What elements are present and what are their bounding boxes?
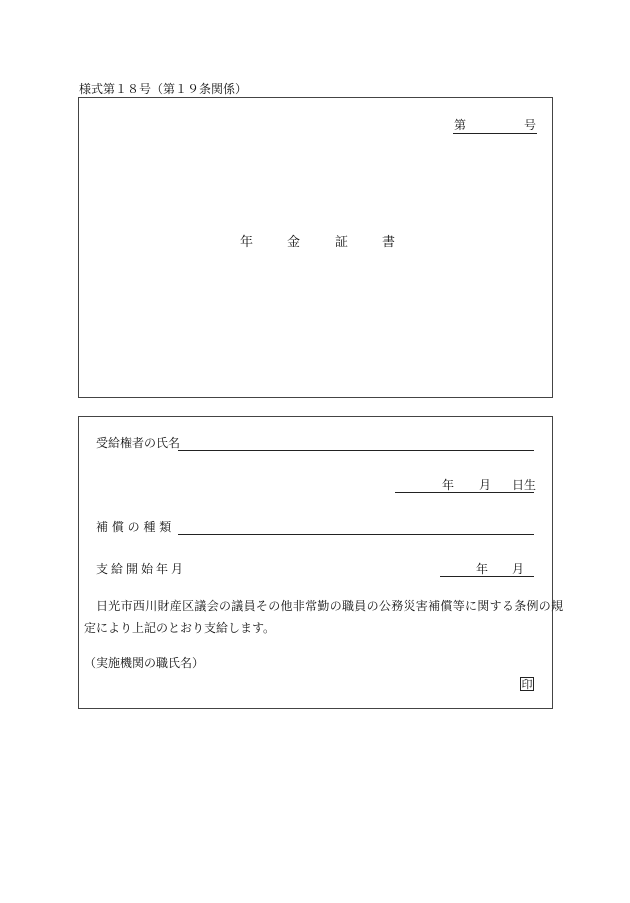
payment-start-line [440, 576, 534, 577]
title-char-2: 金 [287, 235, 301, 250]
payment-start-label: 支給開始年月 [96, 562, 187, 576]
compensation-type-label: 補 償 の 種 類 [96, 520, 172, 534]
title-char-3: 証 [335, 235, 349, 250]
recipient-line [178, 450, 534, 451]
payment-month-label: 月 [512, 562, 525, 576]
birth-month-label: 月 [479, 478, 492, 492]
certificate-number-suffix: 号 [524, 118, 537, 132]
certificate-number-prefix: 第 [454, 118, 467, 132]
certificate-number-line [453, 133, 537, 134]
birth-date-line [395, 492, 534, 493]
birth-year-label: 年 [442, 478, 455, 492]
seal-mark: 印 [521, 678, 533, 691]
form-label: 様式第１８号（第１９条関係） [79, 82, 248, 96]
details-box [78, 416, 564, 709]
title-char-1: 年 [240, 235, 254, 250]
statement-line-2: 定により上記のとおり支給します。 [84, 621, 276, 635]
agency-label: （実施機関の職氏名） [84, 656, 205, 670]
payment-year-label: 年 [476, 562, 489, 576]
birth-day-label: 日生 [512, 478, 537, 492]
statement-line-1: 日光市西川財産区議会の議員その他非常勤の職員の公務災害補償等に関する条例の規 [96, 599, 564, 613]
certificate-box [78, 97, 553, 398]
title-char-4: 書 [382, 235, 396, 250]
compensation-type-line [178, 534, 534, 535]
recipient-label: 受給権者の氏名 [96, 436, 181, 450]
